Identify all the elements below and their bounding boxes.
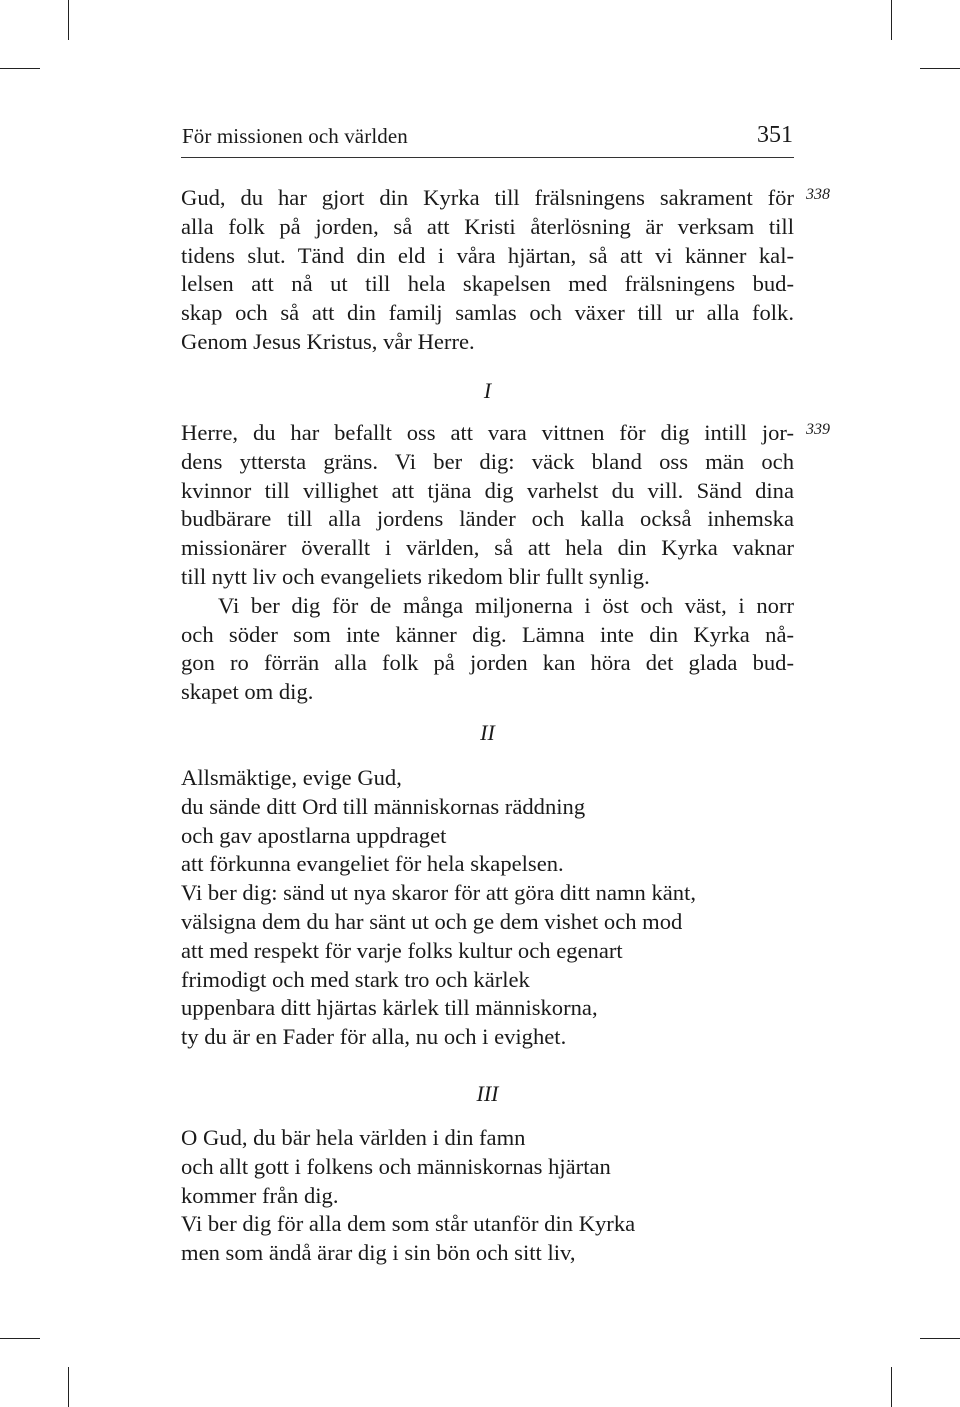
verse-line: men som ändå ärar dig i sin bön och sitt liv, [181,1240,576,1266]
verse-line: att förkunna evangeliet för hela skapelsen. [181,851,564,877]
text-line: till nytt liv och evangeliets rikedom blir fullt synlig. [181,563,650,589]
verse-line: uppenbara ditt hjärtas kärlek till människorna, [181,995,598,1021]
text-line: och söder som inte känner dig. Lämna inte din Kyrka nå- [181,621,794,647]
page-number: 351 [757,122,793,148]
header-rule [181,157,794,158]
text-line: kvinnor till villighet att tjäna dig varhelst du vill. Sänd dina [181,477,794,503]
verse-line: Allsmäktige, evige Gud, [181,765,402,790]
text-line: budbärare till alla jordens länder och kalla också inhemska [181,506,794,532]
verse-line: välsigna dem du har sänt ut och ge dem vishet och mod [181,908,683,934]
text-line: Genom Jesus Kristus, vår Herre. [181,328,475,354]
text-line: skapet om dig. [181,679,314,705]
crop-mark [0,1338,40,1339]
text-line: missionärer överallt i världen, så att hela din Kyrka vaknar [181,535,794,561]
prayer-paragraph [181,419,794,707]
text-line: skap och så att din familj samlas och växer till ur alla folk. [181,300,794,326]
running-header-title: För missionen och världen [182,124,408,148]
crop-mark [920,68,960,69]
verse-line: ty du är en Fader för alla, nu och i evighet. [181,1024,567,1050]
verse-line: och gav apostlarna uppdraget [181,822,447,848]
text-line: Vi ber dig för de många miljonerna i öst och väst, i norr [218,592,794,618]
crop-mark [920,1338,960,1339]
prayer-paragraph [181,184,794,357]
section-heading: I [483,378,492,403]
verse-line: och allt gott i folkens och människornas hjärtan [181,1153,611,1179]
crop-mark [891,0,892,40]
text-line: Gud, du har gjort din Kyrka till frälsningens sakrament för [181,185,794,210]
verse-line: Vi ber dig: sänd ut nya skaror för att göra ditt namn känt, [181,880,697,906]
text-line: dens yttersta gräns. Vi ber dig: väck bland oss män och [181,448,794,474]
prayer-number: 339 [806,421,830,438]
crop-mark [0,68,40,69]
text-line: alla folk på jorden, så att Kristi återlösning är verksam till [181,213,794,239]
text-line: tidens slut. Tänd din eld i våra hjärtan, så att vi känner kal- [181,242,794,268]
crop-mark [891,1367,892,1407]
crop-mark [68,1367,69,1407]
prayer-verse [181,1124,635,1268]
text-line: Herre, du har befallt oss att vara vittnen för dig intill jor- [181,420,794,445]
verse-line: att med respekt för varje folks kultur och egenart [181,937,623,963]
text-line: lelsen att nå ut till hela skapelsen med frälsningens bud- [181,271,794,297]
prayer-verse [181,764,696,1052]
text-line: gon ro förrän alla folk på jorden kan höra det glada bud- [181,650,794,676]
verse-line: O Gud, du bär hela världen i din famn [181,1125,526,1150]
verse-line: kommer från dig. [181,1182,339,1208]
verse-line: Vi ber dig för alla dem som står utanför din Kyrka [181,1211,636,1237]
section-heading: III [476,1081,499,1106]
section-heading: II [480,720,495,745]
verse-line: du sände ditt Ord till människornas räddning [181,793,586,819]
prayer-number: 338 [806,186,830,203]
crop-mark [68,0,69,40]
verse-line: frimodigt och med stark tro och kärlek [181,966,530,992]
